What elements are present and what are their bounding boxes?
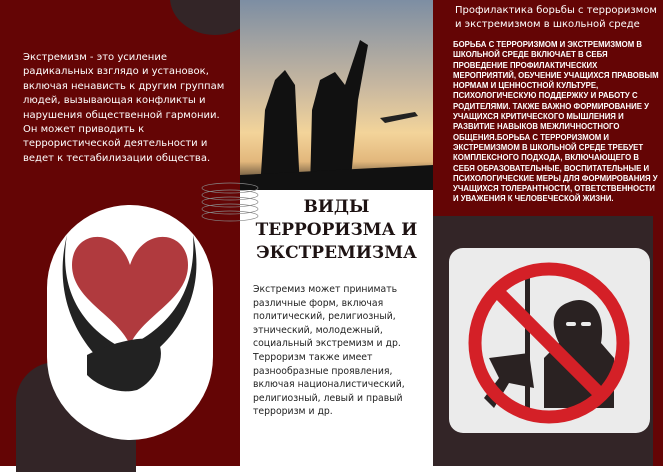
no-terrorism-sign (449, 248, 650, 433)
types-description (253, 283, 428, 419)
prevention-body: БОРЬБА С ТЕРРОРИЗМОМ И ЭКСТРЕМИЗМОМ В ШКОЛЬНОЙ СРЕДЕ ВКЛЮЧАЕТ В СЕБЯ ПРОВЕДЕНИЕ ПРОФИЛАКТИЧЕСКИХ МЕРОПРИЯТИЙ, ОБУЧЕНИЕ УЧАЩИХСЯ ПРАВОВЫМ НОРМАМ И ЦЕННОСТНОЙ КУЛЬТУРЕ, ПСИХОЛОГИЧЕСКУЮ ПОДДЕРЖКУ И РАБОТУ С РОДИТЕЛЯМИ. ТАКЖЕ ВАЖНО ФОРМИРОВАНИЕ У УЧАЩИХСЯ КРИТИЧЕСКОГО МЫШЛЕНИЯ И РАЗВИТИЕ НАВЫКОВ МЕЖЛИЧНОСТНОГО ОБЩЕНИЯ.БОРЬБА С ТЕРРОРИЗМОМ И ЭКСТРЕМИЗМОМ В ШКОЛЬНОЙ СРЕДЕ ТРЕБУЕТ КОМПЛЕКСНОГО ПОДХОДА, ВКЛЮЧАЮЩЕГО В СЕБЯ ОБРАЗОВАТЕЛЬНЫЕ, ВОСПИТАТЕЛЬНЫЕ И ПСИХОЛОГИЧЕСКИЕ МЕРЫ ДЛЯ ФОРМИРОВАНИЯ У УЧАЩИХСЯ ТОЛЕРАНТНОСТИ, ОТВЕТСТВЕННОСТИ И УВАЖЕНИЯ К ЧЕЛОВЕЧЕСКОЙ ЖИЗНИ. (453, 40, 659, 204)
heart-hands-image (47, 205, 213, 440)
extremism-types: Экстремиз может принимать различные форм, включая политический, религиозный, этнический, молодежный, социальный экстремизм и др. (253, 284, 401, 350)
section-title: ВИДЫ ТЕРРОРИЗМА И ЭКСТРЕМИЗМА (255, 197, 418, 263)
left-panel (0, 0, 240, 466)
right-panel (433, 0, 663, 466)
terrorism-types: Терроризм также имеет разнообразные проявления, включая националистический, религиозный, левый и правый терроризм и др. (253, 351, 405, 418)
prohibited-terrorist-icon (449, 248, 650, 433)
prevention-heading: Профилактика борьбы с терроризмом и экстремизмом в школьной среде (455, 5, 657, 30)
middle-panel (240, 0, 433, 466)
silhouettes-photo (240, 0, 433, 190)
sign-frame (433, 216, 653, 466)
extremism-definition: Экстремизм - это усиление радикальных взглядо и установок, включая ненависть к другим группам людей, вызывающая конфликты и нарушения общественной гармонии. Он может приводить к террористической деятельности и ведет к тестабилизации общества. (23, 52, 225, 164)
fighters-silhouette-icon (240, 0, 433, 190)
heart-handshake-icon (47, 205, 213, 440)
